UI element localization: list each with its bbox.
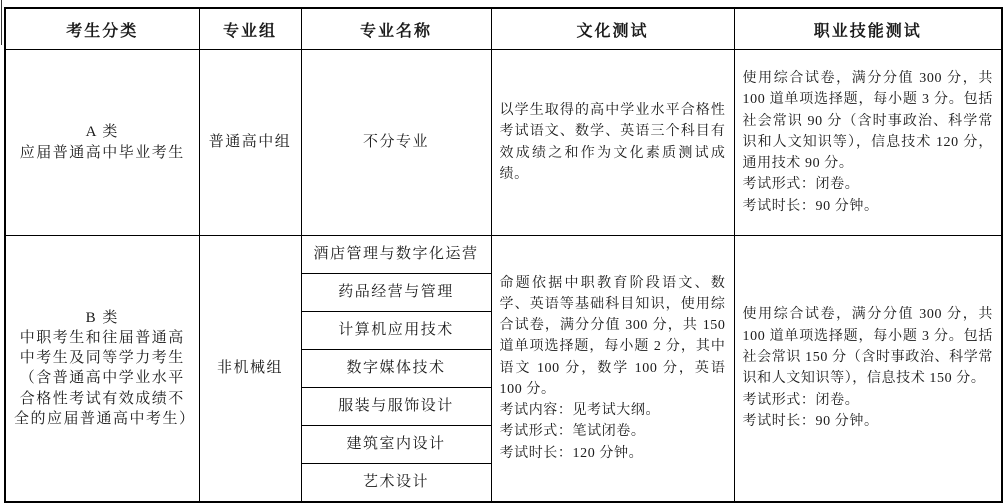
cell-category-a <box>5 50 199 236</box>
culture-test-b-content: 考试内容：见考试大纲。 <box>499 403 661 419</box>
skill-test-b-duration: 考试时长：90 分钟。 <box>742 413 879 429</box>
category-b-class-label: B 类 <box>85 309 119 326</box>
skill-test-a-duration: 考试时长：90 分钟。 <box>742 198 879 214</box>
skill-test-b-format: 考试形式：闭卷。 <box>742 392 860 408</box>
header-candidate-category: 考生分类 <box>5 8 199 50</box>
header-major-name: 专业名称 <box>301 8 491 50</box>
cell-major-b-5: 服装与服饰设计 <box>301 388 491 426</box>
header-culture-test: 文化测试 <box>491 8 734 50</box>
crop-artifact-line <box>1 0 2 45</box>
cell-culture-test-a <box>491 50 734 236</box>
culture-test-b-duration: 考试时长：120 分钟。 <box>499 445 644 461</box>
cell-culture-test-b <box>491 236 734 502</box>
cell-group-a: 普通高中组 <box>199 50 301 236</box>
category-a-description: 应届普通高中毕业考生 <box>19 144 185 161</box>
cell-group-b: 非机械组 <box>199 236 301 502</box>
cell-major-a: 不分专业 <box>301 50 491 236</box>
table-row-b-sub-1 <box>5 236 1002 274</box>
cell-major-b-1: 酒店管理与数字化运营 <box>301 236 491 274</box>
skill-test-a-text: 使用综合试卷，满分分值 300 分，共 100 道单项选择题，每小题 3 分。包括社会常识 90 分（含时事政治、科学常识和人文知识等），信息技术 120 分，通用技术 90 分。 <box>742 71 993 172</box>
cell-major-b-6: 建筑室内设计 <box>301 426 491 464</box>
header-major-group: 专业组 <box>199 8 301 50</box>
cell-major-b-3: 计算机应用技术 <box>301 312 491 350</box>
skill-test-a-format: 考试形式：闭卷。 <box>742 177 860 193</box>
culture-test-b-text: 命题依据中职教育阶段语文、数学、英语等基础科目知识，使用综合试卷，满分分值 300 分，共 150 道单项选择题，每小题 2 分，其中语文 100 分，数学 100 分，英语 100 分。 <box>499 275 726 397</box>
header-skill-test: 职业技能测试 <box>734 8 1002 50</box>
admission-test-table <box>4 7 1003 503</box>
header-row <box>5 8 1002 50</box>
category-a-class-label: A 类 <box>85 124 119 141</box>
cell-category-b <box>5 236 199 502</box>
cell-skill-test-b <box>734 236 1002 502</box>
cell-major-b-7: 艺术设计 <box>301 464 491 502</box>
skill-test-b-text: 使用综合试卷，满分分值 300 分，共 100 道单项选择题，每小题 3 分。包括社会常识 150 分（含时事政治、科学常识和人文知识等），信息技术 150 分。 <box>742 307 993 387</box>
cell-major-b-2: 药品经营与管理 <box>301 274 491 312</box>
culture-test-b-format: 考试形式：笔试闭卷。 <box>499 424 646 440</box>
category-b-description: 中职考生和往届普通高中考生及同等学力考生（含普通高中学业水平合格性考试有效成绩不全的应届普通高中考生） <box>14 329 196 427</box>
culture-test-a-text: 以学生取得的高中学业水平合格性考试语文、数学、英语三个科目有效成绩之和作为文化素质测试成绩。 <box>499 102 726 182</box>
cell-skill-test-a <box>734 50 1002 236</box>
table-row-a <box>5 50 1002 236</box>
cell-major-b-4: 数字媒体技术 <box>301 350 491 388</box>
